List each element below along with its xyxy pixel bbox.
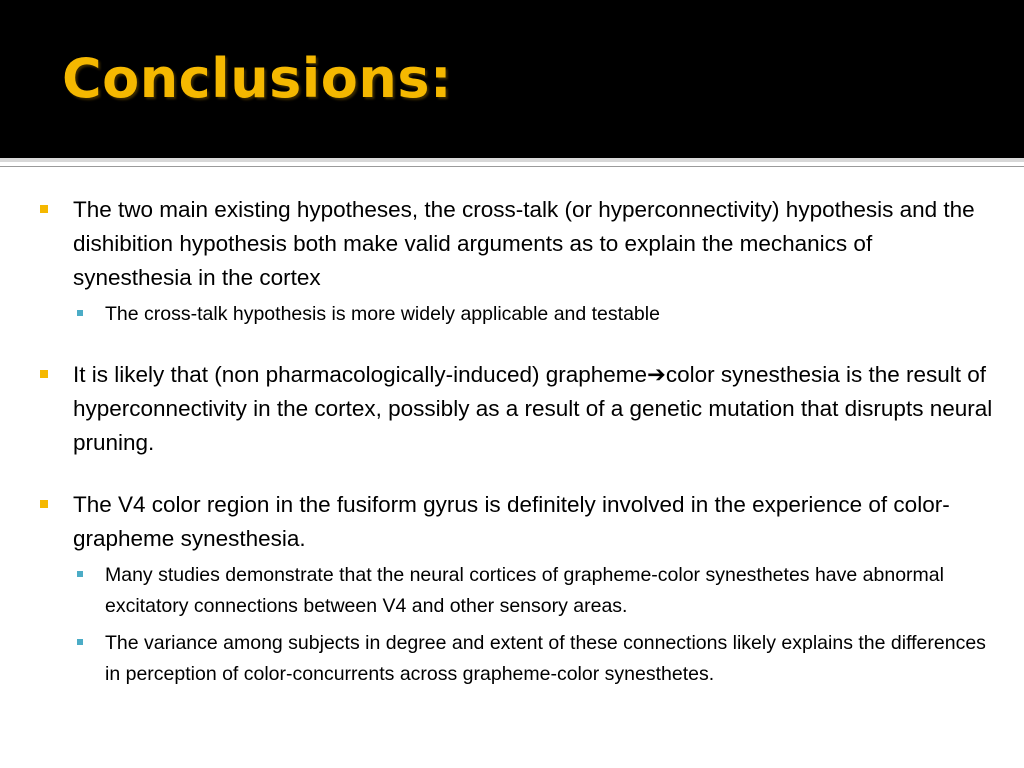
sub-bullet-list [73,299,994,330]
sub-bullet-list [73,560,994,690]
sub-bullet-item [73,628,994,690]
sub-bullet-item [73,299,994,330]
square-sub-bullet-icon [77,571,83,577]
bullet-item-hypotheses [0,193,1024,330]
sub-bullet-text: Many studies demonstrate that the neural cortices of grapheme-color synesthetes have abnormal excitatory connections between V4 and other sensory areas. [105,564,944,617]
bullet-text-after-arrow: color synesthesia is the result of hyperconnectivity in the cortex, possibly as a result of a genetic mutation that disrupts neural pruning. [73,362,993,455]
square-sub-bullet-icon [77,310,83,316]
slide-title: Conclusions: [62,47,453,110]
square-sub-bullet-icon [77,639,83,645]
bullet-text: The V4 color region in the fusiform gyrus is definitely involved in the experience of color-grapheme synesthesia. [73,492,950,551]
right-arrow-icon: ➔ [647,362,666,387]
bullet-list [0,193,1024,690]
bullet-text: The two main existing hypotheses, the cross-talk (or hyperconnectivity) hypothesis and the dishibition hypothesis both make valid arguments as to explain the mechanics of synesthesia in the cortex [73,197,975,290]
sub-bullet-text: The variance among subjects in degree and extent of these connections likely explains the differences in perception of color-concurrents across grapheme-color synesthetes. [105,632,986,685]
sub-bullet-text: The cross-talk hypothesis is more widely applicable and testable [105,303,660,325]
square-bullet-icon [40,500,48,508]
title-bar [0,0,1024,158]
slide-content [0,167,1024,768]
bullet-item-hyperconnectivity [0,358,1024,460]
square-bullet-icon [40,205,48,213]
bullet-item-v4-region [0,488,1024,690]
square-bullet-icon [40,370,48,378]
sub-bullet-item [73,560,994,622]
bullet-text-before-arrow: It is likely that (non pharmacologically-induced) grapheme [73,362,648,387]
